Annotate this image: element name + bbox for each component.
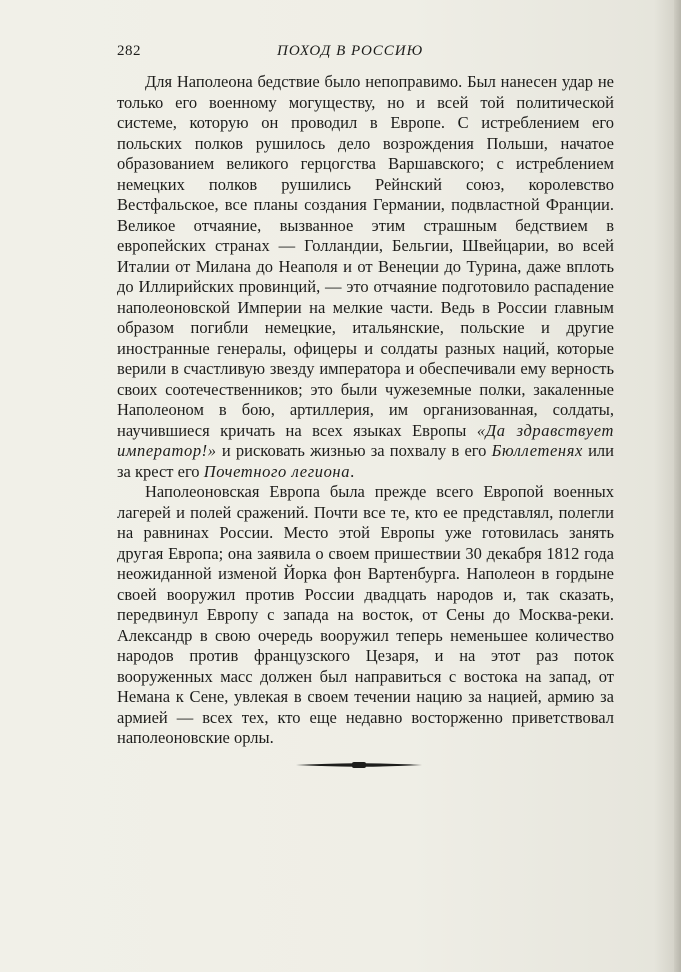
paragraph-1-text-c: или за крест его [117,441,614,481]
legion-term: Почетного легиона [203,461,351,481]
paragraph-1-text-d: . [350,461,355,481]
page-number: 282 [117,43,141,59]
paragraph-1-text-b: и рисковать жизнью за похвалу в его [216,441,492,460]
paragraph-1-text-a: Для Наполеона бедствие было непоправимо. Был нанесен удар не только его военному могуществу, но и всей той политической системе, которую он проводил в Европе. С истреблением его польских полков рушилось дело возрождения Польши, начатое образованием великого герцогства Варшавского; с истреблением немецких полков рушились Рейнский союз, королевство Вестфальское, все планы создания Германии, подвластной Франции. Великое отчаяние, вызванное этим страшным бедствием в европейских странах — Голландии, Бельгии, Швейцарии, во всей Италии от Милана до Неаполя и от Венеции до Турина, даже вплоть до Иллирийских провинций, — это отчаяние подготовило распадение наполеоновской Империи на мелкие части. Ведь в России главным образом погибли немецкие, итальянские, польские и другие иностранные генералы, офицеры и солдаты разных наций, которые верили в счастливую звезду императора и обеспечивали ему верность своих соотечественников; это были чужеземные полки, закаленные Наполеоном в бою, артиллерия, им организованная, солдаты, научившиеся кричать на всех языках Европы [117,72,614,440]
emperor-quote: «Да здравствует император!» [117,420,614,460]
paragraph-2: Наполеоновская Европа была прежде всего Европой военных лагерей и полей сражений. Почти все те, кто ее представлял, полегли на равнинах России. Место этой Европы уже готовилась занять другая Европа; она заявила о своем пришествии 30 декабря 1812 года неожиданной изменой Йорка фон Вартенбурга. Наполеон в гордыне своей вооружил против России двадцать народов и, так сказать, передвинул Европу с запада на восток, от Сены до Москва-реки. Александр в свою очередь вооружил теперь неменьшее количество народов против французского Цезаря, и на этот раз поток вооруженных масс должен был направиться с востока на запад, от Немана к Сене, увлекая в своем течении нацию за нацией, армию за армией — всех тех, кто еще недавно восторженно приветствовал наполеоновские орлы. [117,482,614,747]
paragraph-1 [117,72,614,482]
end-of-chapter-rule-icon [296,760,422,770]
page-edge-shadow [674,0,681,972]
page-header [117,43,613,67]
body-text [117,72,614,749]
bulletins-term: Бюллетенях [491,441,583,460]
running-title: ПОХОД В РОССИЮ [277,43,424,59]
